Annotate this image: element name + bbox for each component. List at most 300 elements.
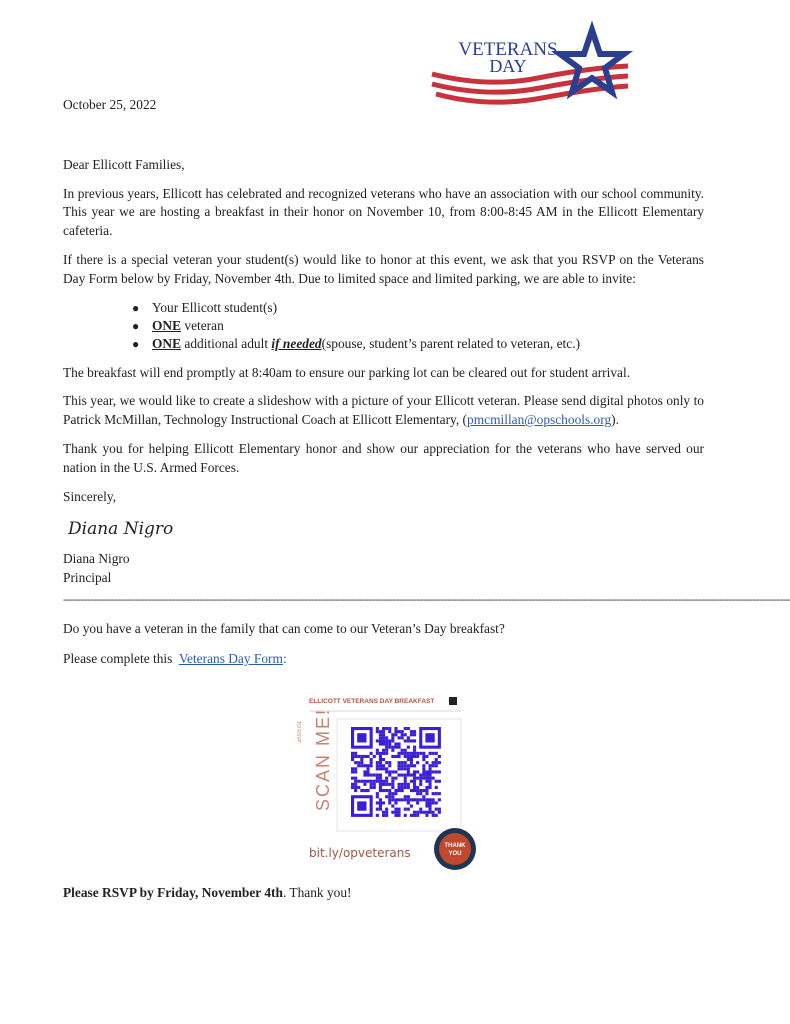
qr-module [391,798,394,801]
qr-module [388,789,391,792]
qr-module [422,767,425,770]
qr-module [401,798,404,801]
qr-module [394,813,397,816]
qr-module [432,770,435,773]
qr-module [357,764,360,767]
qr-module [419,776,422,779]
qr-module [391,779,394,782]
qr-module [394,798,397,801]
qr-module [425,761,428,764]
qr-module [391,782,394,785]
divider: ---------------------------------------------------------------------------------------------------------------------------------------------------------------------------------------------------------------------- [63,591,790,606]
qr-module [394,807,397,810]
qr-module [354,785,357,788]
qr-module [360,779,363,782]
qr-module [407,785,410,788]
qr-module [435,770,438,773]
qr-module [401,789,404,792]
qr-module [438,810,441,813]
qr-module [351,785,354,788]
qr-module [429,798,432,801]
qr-module [432,761,435,764]
qr-module [422,789,425,792]
qr-module [370,779,373,782]
qr-module [416,792,419,795]
qr-module [410,779,413,782]
qr-module [432,813,435,816]
qr-finder [425,733,434,742]
qr-module [404,739,407,742]
qr-module [391,748,394,751]
qr-module [376,792,379,795]
qr-module [413,730,416,733]
qr-module [429,770,432,773]
qr-module [438,798,441,801]
qr-module [351,767,354,770]
qr-module [382,789,385,792]
qr-module [385,789,388,792]
qr-module [407,782,410,785]
qr-module [407,739,410,742]
qr-module [435,764,438,767]
qr-module [382,779,385,782]
qr-module [416,770,419,773]
qr-module [432,810,435,813]
rsvp-reminder: Please RSVP by Friday, November 4th. Thank you! [63,884,352,900]
qr-module [379,785,382,788]
qr-module [382,767,385,770]
qr-module [370,761,373,764]
qr-module [429,751,432,754]
svg-text:Diana Nigro: Diana Nigro [68,519,174,540]
qr-module [398,798,401,801]
qr-module [404,748,407,751]
qr-module [385,761,388,764]
qr-header: ELLICOTT VETERANS DAY BREAKFAST [309,697,435,705]
qr-module [382,733,385,736]
qr-module [382,748,385,751]
qr-module [357,779,360,782]
signer-title: Principal [63,570,112,586]
qr-module [401,751,404,754]
qr-module [382,810,385,813]
closing: Sincerely, [63,488,117,504]
qr-module [413,782,416,785]
qr-module [410,739,413,742]
qr-code[interactable] [351,727,441,817]
qr-module [357,785,360,788]
qr-module [394,810,397,813]
qr-module [367,779,370,782]
qr-module [373,785,376,788]
qr-module [379,739,382,742]
qr-module [376,739,379,742]
qr-module [422,751,425,754]
paragraph-intro: In previous years, Ellicott has celebrated and recognized veterans who have an association with our school community. This year we are hosting a breakfast in their honor on November 10, from 8:00-8:45 AM in the Ellicott Elementary cafeteria. [63,185,704,239]
qr-module [419,782,422,785]
qr-module [370,764,373,767]
qr-module [354,782,357,785]
qr-module [413,751,416,754]
qr-module [422,798,425,801]
qr-module [429,779,432,782]
logo-line2: DAY [489,56,527,76]
qr-module [435,758,438,761]
signer-name: Diana Nigro [63,551,130,567]
qr-module [401,730,404,733]
qr-module [404,761,407,764]
qr-module [410,761,413,764]
qr-module [391,776,394,779]
qr-module [413,779,416,782]
qr-module [429,782,432,785]
qr-module [419,807,422,810]
qr-module [394,733,397,736]
qr-module [429,810,432,813]
qr-module [425,804,428,807]
qr-module [382,813,385,816]
qr-module [357,754,360,757]
qr-module [404,779,407,782]
qr-module [394,770,397,773]
qr-module [416,798,419,801]
qr-module [407,807,410,810]
qr-module [367,767,370,770]
qr-module [354,754,357,757]
qr-module [413,770,416,773]
qr-module [413,745,416,748]
bullet-item: ● ONE additional adult if needed(spouse, student’s parent related to veteran, etc.) [132,335,581,351]
qr-module [388,761,391,764]
qr-module [407,773,410,776]
qr-module [351,776,354,779]
qr-module [388,730,391,733]
question: Do you have a veteran in the family that can come to our Veteran’s Day breakfast? [63,620,505,636]
qr-module [351,758,354,761]
qr-module [354,789,357,792]
qr-module [367,754,370,757]
qr-module [404,798,407,801]
qr-module [413,798,416,801]
qr-module [425,810,428,813]
paragraph-end-time: The breakfast will end promptly at 8:40am to ensure our parking lot can be cleared out for student arrival. [63,364,631,380]
qr-module [416,754,419,757]
qr-module [391,810,394,813]
qr-module [391,785,394,788]
qr-module [379,798,382,801]
qr-module [425,754,428,757]
qr-module [432,751,435,754]
qr-module [419,751,422,754]
badge-line2: YOU [448,850,462,857]
qr-module [388,792,391,795]
qr-module [388,782,391,785]
qr-module [404,751,407,754]
qr-module [413,785,416,788]
qr-module [373,773,376,776]
qr-module [357,761,360,764]
qr-module [422,810,425,813]
qr-module [388,742,391,745]
qr-module [388,801,391,804]
qr-module [379,730,382,733]
qr-module [379,767,382,770]
to-rsvp-label: TO RSVP [295,720,301,743]
qr-module [401,782,404,785]
qr-module [360,758,363,761]
qr-module [438,779,441,782]
qr-module [376,776,379,779]
qr-module [398,807,401,810]
qr-module [422,795,425,798]
qr-module [401,748,404,751]
bullet-icon: ● [132,300,140,315]
paragraph-rsvp: If there is a special veteran your student(s) would like to honor at this event, we ask that you RSVP on the Veterans Day Form below by Friday, November 4th. Due to limited space and limited parking, we are able to invite: [63,251,704,286]
qr-module [401,773,404,776]
qr-module [404,764,407,767]
qr-module [398,761,401,764]
qr-module [376,748,379,751]
qr-module [379,789,382,792]
qr-module [413,754,416,757]
scan-me-label: SCAN ME! [313,707,333,811]
qr-module [388,727,391,730]
qr-module [407,736,410,739]
qr-module [404,813,407,816]
qr-module [413,739,416,742]
qr-module [394,745,397,748]
qr-module [398,773,401,776]
qr-module [404,795,407,798]
qr-module [435,813,438,816]
qr-module [398,742,401,745]
paragraph-thanks: Thank you for helping Ellicott Elementary honor and show our appreciation for the veterans who have served our nation in the U.S. Armed Forces. [63,440,704,475]
qr-module [419,779,422,782]
qr-module [382,736,385,739]
qr-module [351,754,354,757]
qr-module [376,764,379,767]
qr-module [435,801,438,804]
qr-module [394,792,397,795]
qr-module [401,764,404,767]
qr-module [382,730,385,733]
qr-module [360,761,363,764]
qr-module [379,807,382,810]
qr-module [379,761,382,764]
qr-module [391,736,394,739]
qr-module [401,733,404,736]
qr-module [432,764,435,767]
qr-module [363,754,366,757]
qr-module [432,792,435,795]
qr-module [410,804,413,807]
qr-module [401,785,404,788]
qr-module [404,785,407,788]
qr-module [363,773,366,776]
qr-module [376,801,379,804]
qr-module [438,754,441,757]
qr-module [410,813,413,816]
qr-module [382,758,385,761]
qr-module [398,789,401,792]
qr-module [429,807,432,810]
qr-module [370,758,373,761]
qr-module [385,745,388,748]
qr-module [407,751,410,754]
qr-module [376,807,379,810]
qr-module [410,751,413,754]
qr-module [385,776,388,779]
qr-module [432,798,435,801]
qr-module [382,742,385,745]
qr-module [376,813,379,816]
form-prompt: Please complete this Veterans Day Form: [63,650,287,666]
qr-module [398,745,401,748]
qr-module [376,767,379,770]
qr-module [435,761,438,764]
qr-module [404,727,407,730]
qr-module [354,770,357,773]
qr-module [438,770,441,773]
qr-module [407,764,410,767]
qr-module [398,782,401,785]
qr-module [416,789,419,792]
qr-module [422,773,425,776]
qr-module [388,795,391,798]
qr-module [438,761,441,764]
qr-module [410,773,413,776]
qr-module [385,782,388,785]
qr-module [388,770,391,773]
qr-module [394,789,397,792]
qr-module [425,785,428,788]
qr-module [385,810,388,813]
qr-module [370,751,373,754]
qr-module [432,776,435,779]
qr-module [398,736,401,739]
qr-module [388,764,391,767]
qr-module [351,770,354,773]
qr-module [385,807,388,810]
qr-module [394,742,397,745]
qr-module [410,798,413,801]
email-link[interactable]: pmcmillan@opschools.org [467,412,612,428]
qr-module [373,754,376,757]
qr-module [385,727,388,730]
qr-module [422,754,425,757]
qr-module [373,779,376,782]
qr-finder [357,733,366,742]
qr-module [410,733,413,736]
qr-module [425,813,428,816]
qr-module [379,779,382,782]
qr-module [354,751,357,754]
qr-module [376,773,379,776]
qr-module [363,789,366,792]
qr-module [385,742,388,745]
qr-module [391,792,394,795]
qr-module [404,782,407,785]
qr-module [398,785,401,788]
qr-module [370,785,373,788]
veterans-day-form-link[interactable]: Veterans Day Form [178,650,283,666]
qr-module [379,764,382,767]
badge-line1: THANK [444,842,466,849]
qr-module [398,751,401,754]
qr-module [429,785,432,788]
qr-module [416,810,419,813]
qr-module [438,792,441,795]
qr-module [379,733,382,736]
qr-module [379,776,382,779]
qr-module [363,779,366,782]
qr-module [385,748,388,751]
qr-module [425,801,428,804]
qr-module [410,754,413,757]
qr-module [404,773,407,776]
qr-module [376,730,379,733]
qr-module [385,813,388,816]
qr-module [385,751,388,754]
qr-module [379,751,382,754]
qr-module [416,813,419,816]
qr-module [385,736,388,739]
qr-module [429,767,432,770]
qr-module [394,801,397,804]
qr-module [391,770,394,773]
qr-module [370,782,373,785]
bullet-icon: ● [132,336,140,351]
qr-module [425,773,428,776]
qr-module [382,727,385,730]
qr-module [385,767,388,770]
qr-module [379,742,382,745]
qr-module [360,764,363,767]
qr-module [363,782,366,785]
qr-module [385,795,388,798]
qr-module [391,739,394,742]
qr-module [410,789,413,792]
bullet-item: ● ONE veteran [132,317,224,333]
qr-module [379,773,382,776]
logo-line1: VETERANS [458,39,558,60]
qr-module [413,776,416,779]
qr-module [367,770,370,773]
qr-module [425,779,428,782]
signature-image [66,512,704,546]
qr-module [385,779,388,782]
qr-module [398,764,401,767]
qr-code-flyer[interactable] [289,687,479,872]
qr-module [394,727,397,730]
qr-module [385,739,388,742]
salutation: Dear Ellicott Families, [63,156,185,172]
qr-module [391,745,394,748]
qr-module [391,795,394,798]
qr-module [416,751,419,754]
qr-module [363,764,366,767]
qr-module [360,789,363,792]
qr-module [435,751,438,754]
qr-module [388,773,391,776]
qr-module [425,798,428,801]
qr-module [404,754,407,757]
invite-list [63,299,704,353]
qr-module [351,782,354,785]
qr-module [382,782,385,785]
qr-module [379,736,382,739]
qr-module [385,770,388,773]
